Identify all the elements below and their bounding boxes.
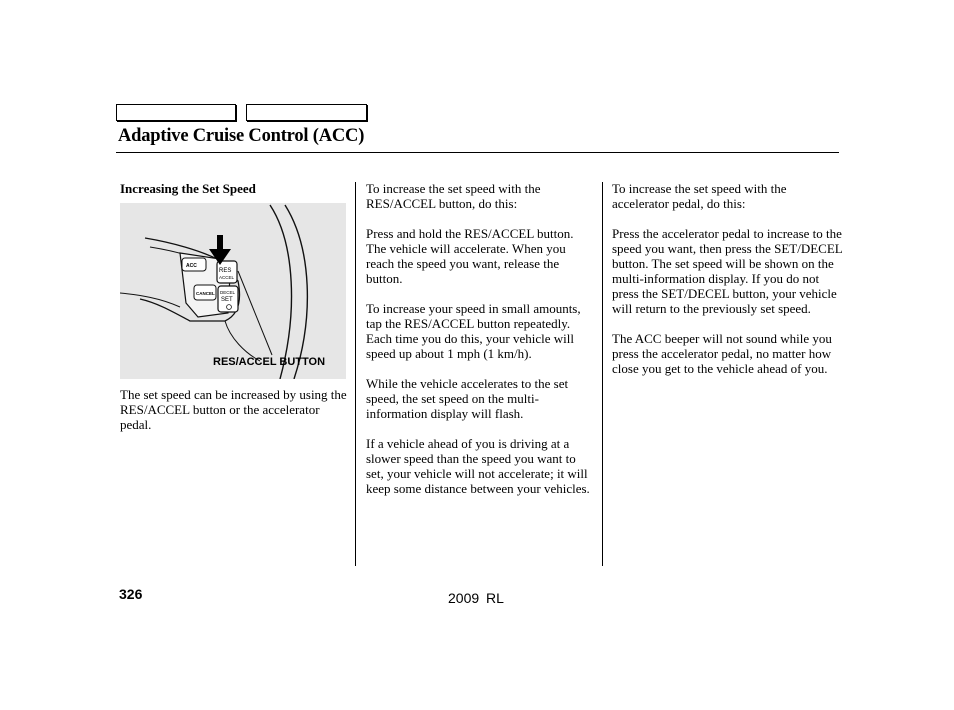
column-3 <box>612 181 844 391</box>
steering-wheel-illustration <box>120 203 346 379</box>
page-title: Adaptive Cruise Control (ACC) <box>118 126 365 146</box>
nav-tab-index[interactable] <box>246 104 367 121</box>
paragraph: The ACC beeper will not sound while you press the accelerator pedal, no matter how close you get to the vehicle ahead of you. <box>612 331 832 376</box>
page-number: 326 <box>119 586 143 602</box>
column-divider-1 <box>355 182 356 566</box>
cancel-button-label: CANCEL <box>196 291 215 296</box>
res-button-label: RES <box>219 268 232 274</box>
nav-tab-main-menu[interactable] <box>116 104 236 121</box>
steering-wheel-drawing <box>120 203 346 379</box>
paragraph: Press the accelerator pedal to increase to the speed you want, then press the SET/DECEL button. The set speed will be shown on the multi-information display. If you do not press the SET/DECEL button, your vehicle will return to the previously set speed. <box>612 226 843 316</box>
set-button-label: SET <box>221 297 233 303</box>
decel-button-label: DECEL <box>220 290 236 295</box>
column-1-paragraph: The set speed can be increased by using the RES/ACCEL button or the accelerator pedal. <box>120 387 347 432</box>
title-rule <box>116 152 839 153</box>
paragraph: If a vehicle ahead of you is driving at a slower speed than the speed you want to set, your vehicle will not accelerate; it will keep some distance between your vehicles. <box>366 436 590 496</box>
model-footer: 2009 RL <box>448 590 504 606</box>
paragraph: To increase your speed in small amounts, tap the RES/ACCEL button repeatedly. Each time you do this, your vehicle will speed up about 1 mph (1 km/h). <box>366 301 581 361</box>
column-2 <box>366 181 594 511</box>
paragraph: While the vehicle accelerates to the set speed, the set speed on the multi-information display will flash. <box>366 376 569 421</box>
paragraph: Press and hold the RES/ACCEL button. The vehicle will accelerate. When you reach the speed you want, release the button. <box>366 226 574 286</box>
accel-button-label: ACCEL <box>219 275 235 280</box>
paragraph: To increase the set speed with the accelerator pedal, do this: <box>612 181 787 211</box>
paragraph: To increase the set speed with the RES/ACCEL button, do this: <box>366 181 541 211</box>
figure-caption: RES/ACCEL BUTTON <box>213 356 326 368</box>
section-subheading: Increasing the Set Speed <box>120 181 256 196</box>
acc-button-label: ACC <box>186 263 197 269</box>
column-1 <box>120 181 348 196</box>
column-divider-2 <box>602 182 603 566</box>
